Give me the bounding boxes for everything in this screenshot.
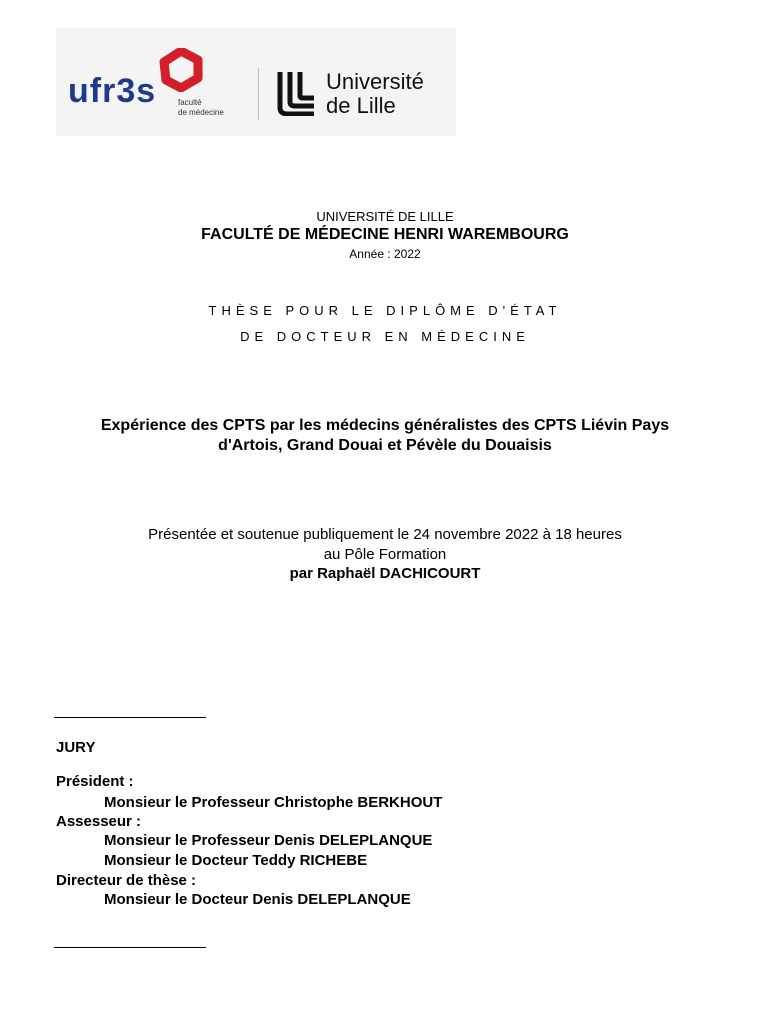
thesis-title-line1: Expérience des CPTS par les médecins généralistes des CPTS Liévin Pays xyxy=(100,417,670,434)
universite-logo-line1: Université xyxy=(326,69,424,94)
universite-de-lille-logo-text xyxy=(326,70,424,118)
president-name: Monsieur le Professeur Christophe BERKHOUT xyxy=(104,794,443,811)
presentation-place-line: au Pôle Formation xyxy=(323,546,447,563)
faculte-caption-line1: faculté xyxy=(178,98,202,107)
universite-logo-line2: de Lille xyxy=(326,93,396,118)
separator-top xyxy=(54,717,206,718)
presentation-date-line: Présentée et soutenue publiquement le 24 novembre 2022 à 18 heures xyxy=(148,526,622,543)
thesis-title-line2: d'Artois, Grand Douai et Pévèle du Douaisis xyxy=(218,437,552,454)
assesseur-name-1: Monsieur le Professeur Denis DELEPLANQUE xyxy=(104,832,433,849)
directeur-label: Directeur de thèse : xyxy=(56,872,197,889)
assesseur-label: Assesseur : xyxy=(56,813,142,830)
assesseur-name-2: Monsieur le Docteur Teddy RICHEBE xyxy=(104,852,368,869)
ufr3s-logo-text: ufr3s xyxy=(68,72,157,110)
separator-bottom xyxy=(54,947,206,948)
thesis-type-line1: THÈSE POUR LE DIPLÔME D'ÉTAT xyxy=(208,303,562,318)
presentation-author-line: par Raphaël DACHICOURT xyxy=(289,565,481,582)
academic-year: Année : 2022 xyxy=(349,247,421,261)
directeur-name: Monsieur le Docteur Denis DELEPLANQUE xyxy=(104,891,411,908)
logo-divider xyxy=(258,68,259,120)
faculty-name: FACULTÉ DE MÉDECINE HENRI WAREMBOURG xyxy=(201,226,569,243)
universite-de-lille-logo-icon xyxy=(276,70,318,116)
faculte-caption-line2: de médecine xyxy=(178,108,224,117)
university-name: UNIVERSITÉ DE LILLE xyxy=(316,209,454,224)
jury-heading: JURY xyxy=(56,739,96,756)
ufr3s-logo-icon xyxy=(158,48,204,92)
faculte-logo-caption xyxy=(178,98,224,118)
president-label: Président : xyxy=(56,773,134,790)
thesis-type-line2: DE DOCTEUR EN MÉDECINE xyxy=(240,329,530,344)
